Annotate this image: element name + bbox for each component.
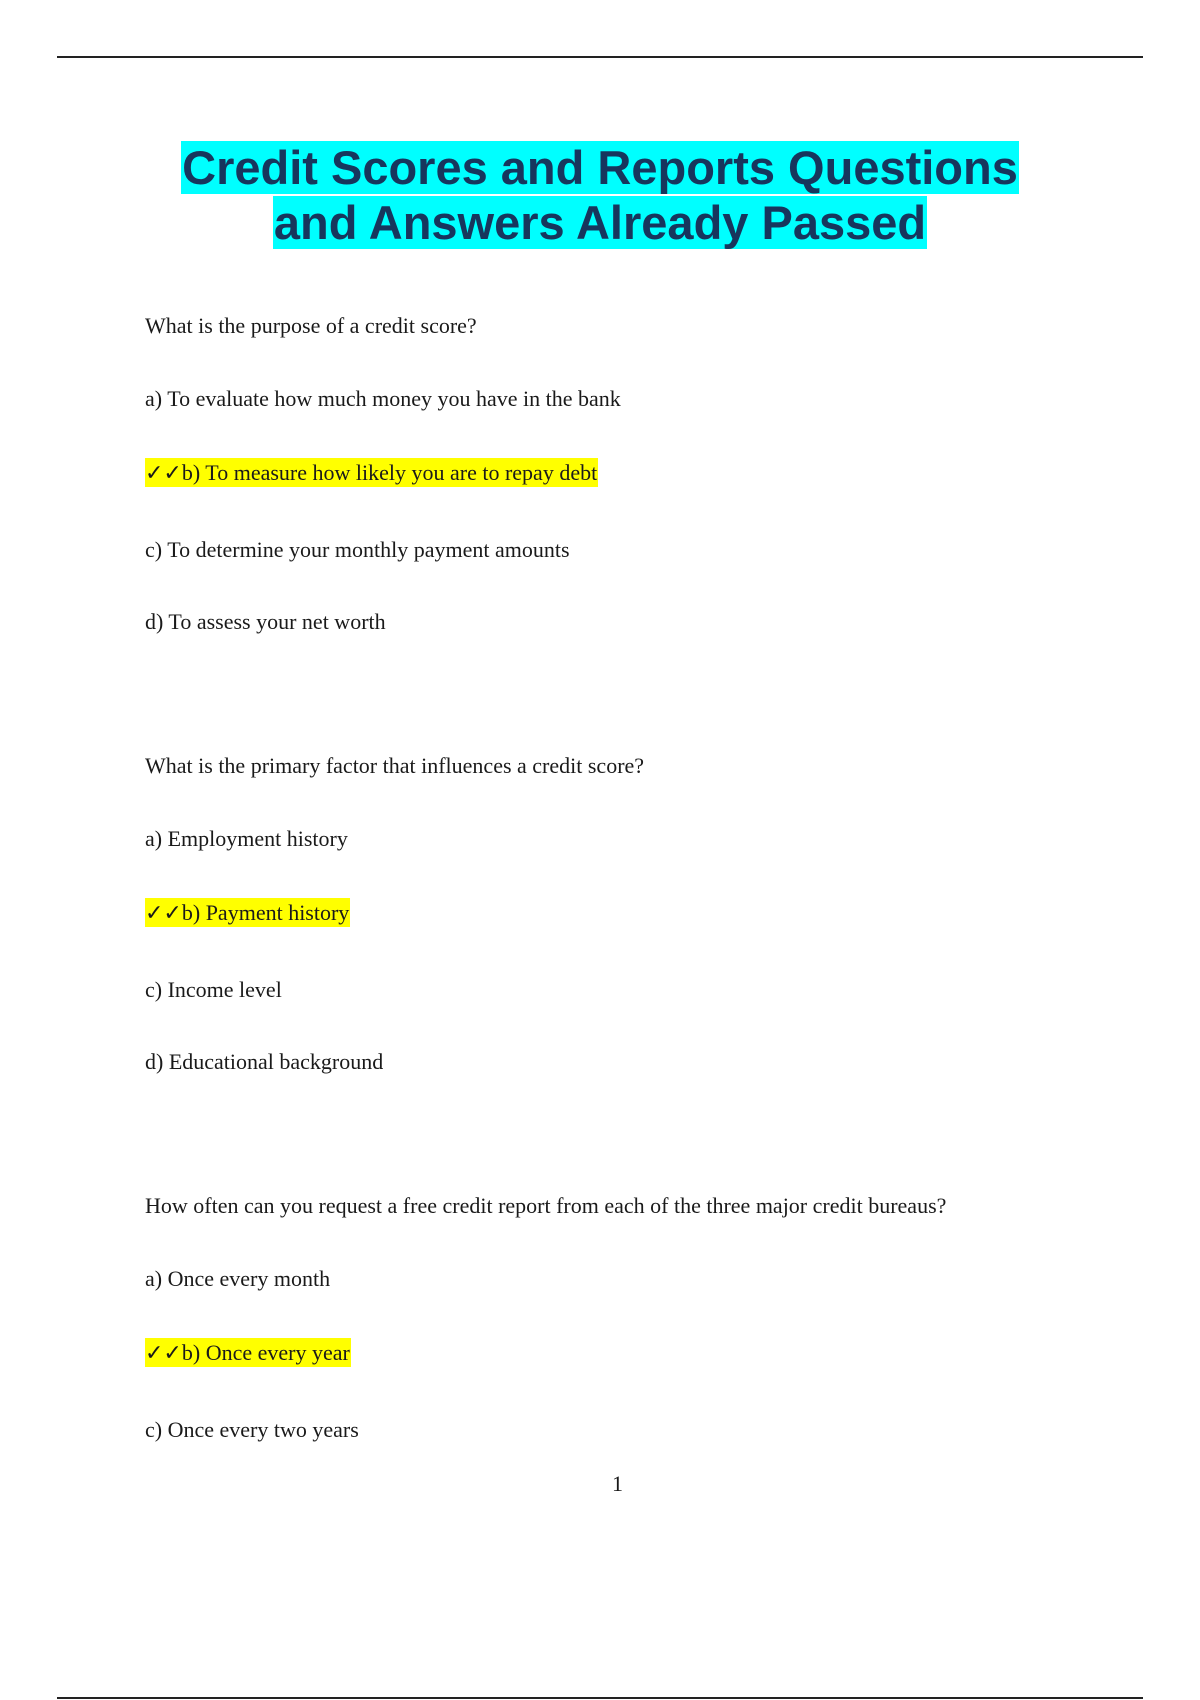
- q2-option-a: a) Employment history: [145, 826, 348, 851]
- question-2: What is the primary factor that influences a credit score?: [145, 753, 645, 778]
- double-check-icon: ✓✓: [145, 901, 182, 926]
- q2-option-b-text: b) Payment history: [181, 900, 350, 925]
- answer-highlight: [145, 458, 598, 487]
- header-rule: [57, 56, 1143, 58]
- answer-highlight: [145, 1338, 351, 1367]
- document-title-line-1: Credit Scores and Reports Questions: [182, 141, 1018, 194]
- q1-option-d: d) To assess your net worth: [145, 609, 386, 634]
- page-number: 1: [612, 1471, 623, 1496]
- q3-option-a: a) Once every month: [145, 1266, 331, 1291]
- double-check-icon: ✓✓: [145, 1341, 182, 1366]
- q1-option-a: a) To evaluate how much money you have in the bank: [145, 386, 621, 411]
- question-3: How often can you request a free credit report from each of the three major credit bureaus?: [145, 1193, 947, 1218]
- double-check-icon: ✓✓: [145, 461, 182, 486]
- q1-option-b-correct: [145, 459, 598, 487]
- q2-option-c: c) Income level: [145, 977, 282, 1002]
- q3-option-b-correct: [145, 1339, 351, 1367]
- q1-option-c: c) To determine your monthly payment amounts: [145, 537, 570, 562]
- document-title-line-2: and Answers Already Passed: [273, 196, 927, 249]
- q3-option-c: c) Once every two years: [145, 1417, 359, 1442]
- document-title: [0, 140, 1200, 250]
- q2-option-d: d) Educational background: [145, 1049, 384, 1074]
- q1-option-b-text: b) To measure how likely you are to repay debt: [181, 460, 598, 485]
- question-1: What is the purpose of a credit score?: [145, 313, 477, 338]
- answer-highlight: [145, 898, 350, 927]
- q3-option-b-text: b) Once every year: [181, 1340, 350, 1365]
- footer-rule: [57, 1697, 1143, 1699]
- q2-option-b-correct: [145, 899, 350, 927]
